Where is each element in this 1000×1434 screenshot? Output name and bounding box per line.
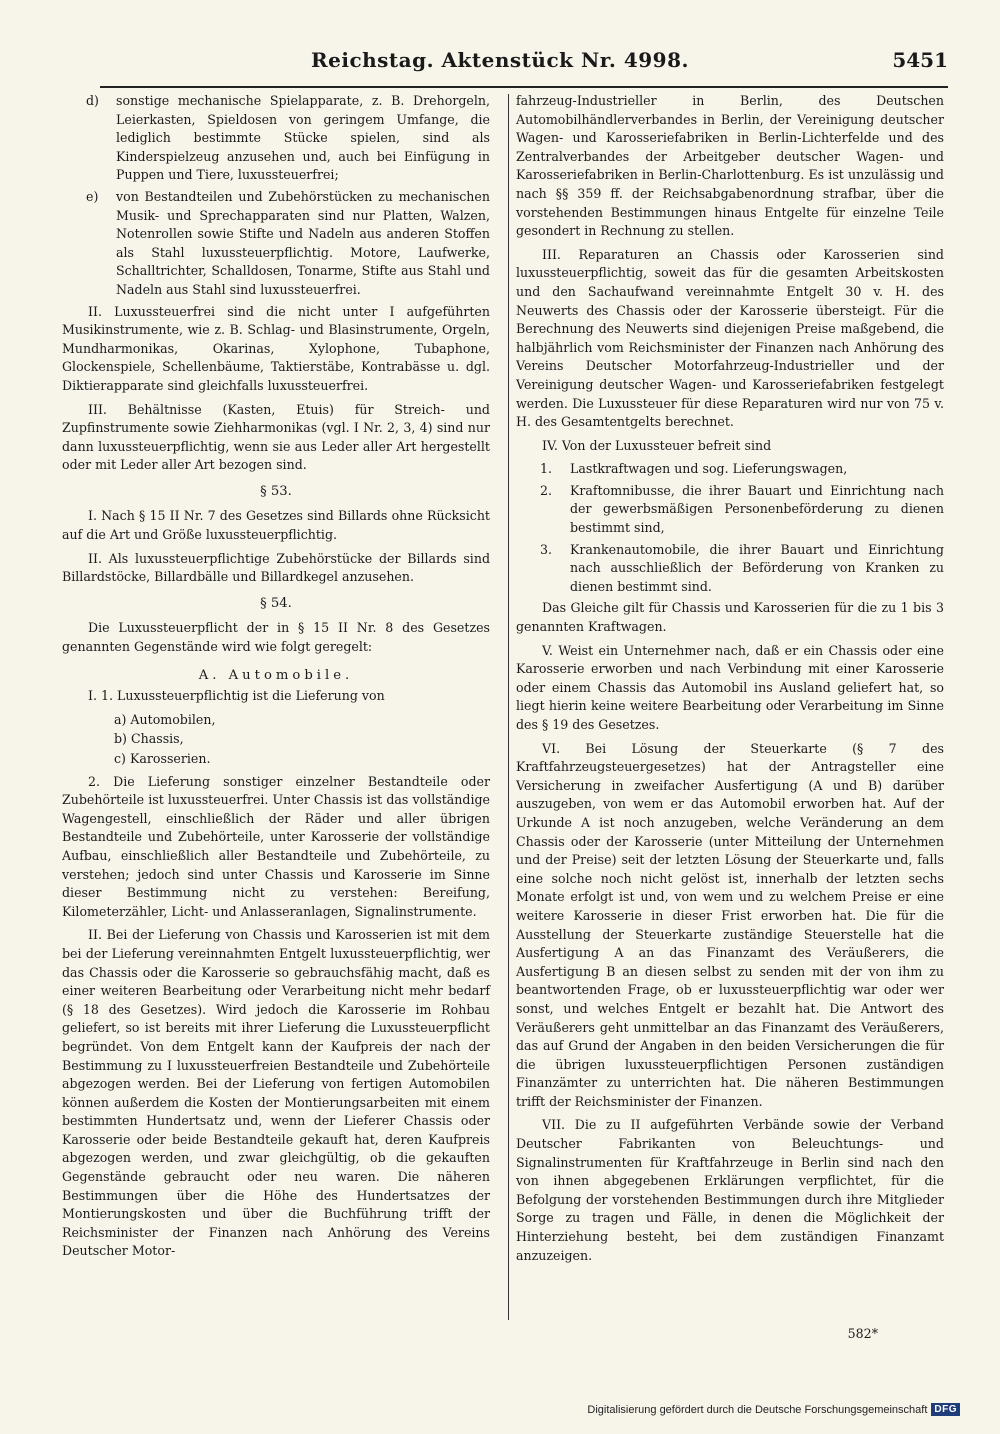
paragraph: Das Gleiche gilt für Chassis und Karosserien für die zu 1 bis 3 genannten Kraftwagen.: [516, 600, 944, 635]
paragraph: II. Als luxussteuerpflichtige Zubehörstücke der Billards sind Billardstöcke, Billardbälle und Billardkegel anzusehen.: [62, 550, 490, 585]
left-column: [62, 92, 490, 1266]
item-text: von Bestandteilen und Zubehörstücken zu mechanischen Musik- und Sprechapparaten sind nur Platten, Walzen, Notenrollen sowie Stifte und Nadeln aus anderen Stoffen als Stahl luxussteuerpflichtig. Motore, Laufwerke, Schalltrichter, Schalldosen, Tonarme, Stifte aus Stahl und Nadeln aus Stahl sind luxussteuerfrei.: [116, 188, 490, 297]
running-title: Reichstag. Aktenstück Nr. 4998.: [311, 48, 689, 72]
item-text: Lastkraftwagen und sog. Lieferungswagen,: [570, 461, 848, 477]
paragraph: I. 1. Luxussteuerpflichtig ist die Lieferung von: [88, 688, 385, 704]
item-label: 3.: [540, 541, 553, 557]
item-label: 2.: [540, 482, 553, 498]
paragraph: II. Bei der Lieferung von Chassis und Karosserien ist mit dem bei der Lieferung vereinnahmten Entgelt luxussteuerpflichtig, wer das Chassis oder die Karosserie so gebrauchsfähig macht, daß es einer weiteren Bearbeitung oder Verarbeitung nicht mehr bedarf (§ 18 des Gesetzes). Wird jedoch die Karosserie im Rohbau geliefert, so ist bereits mit ihrer Lieferung die Luxussteuerpflicht begründet. Von dem Entgelt kann der Kaufpreis der nach der Bestimmung zu I luxussteuerfreien Bestandteile und Zubehörteile abgezogen werden. Bei der Lieferung von fertigen Automobilen können außerdem die Kosten der Montierungsarbeiten mit einem bestimmten Hundertsatz und, wenn der Lieferer Chassis oder Karosserie oder beide Bestandteile gekauft hat, deren Kaufpreis abgezogen werden, und zwar gleichgültig, ob die gekauften Gegenstände gebraucht oder neu waren. Die näheren Bestimmungen über die Höhe des Hundertsatzes der Montierungskosten und über die Buchführung trifft der Reichsminister der Finanzen nach Anhörung des Vereins Deutscher Motor-: [62, 927, 490, 1259]
item-text: sonstige mechanische Spielapparate, z. B. Drehorgeln, Leierkasten, Spieldosen von geringem Umfange, die lediglich bestimmte Stücke spielen, sind als Kinderspielzeug anzusehen und, auch bei Einfügung in Puppen und Tiere, luxussteuerfrei;: [116, 93, 490, 183]
paragraph: 2. Die Lieferung sonstiger einzelner Bestandteile oder Zubehörteile ist luxussteuerfrei. Unter Chassis ist das vollständige Wagengestell, einschließlich der Räder und aller übrigen Bestandteile und Zubehörteile, unter Karosserie der vollständige Aufbau, einschließlich aller Bestandteile und Zubehörteile, zu verstehen; jedoch sind unter Chassis und Karosserie im Sinne dieser Bestimmung nicht zu verstehen: Bereifung, Kilometerzähler, Licht- und Anlasseranlagen, Signalinstrumente.: [62, 773, 490, 919]
section-heading: § 54.: [260, 595, 292, 611]
paragraph: IV. Von der Luxussteuer befreit sind: [542, 437, 772, 453]
list-item: a) Automobilen,: [114, 711, 216, 727]
item-label: e): [86, 188, 99, 204]
paragraph: I. Nach § 15 II Nr. 7 des Gesetzes sind Billards ohne Rücksicht auf die Art und Größe luxussteuerpflichtig.: [62, 508, 490, 543]
paragraph: VII. Die zu II aufgeführten Verbände sowie der Verband Deutscher Fabrikanten von Beleuchtungs- und Signalinstrumenten für Kraftfahrzeuge in Berlin sind nach den von ihnen abgegebenen Erklärungen verpflichtet, für die Befolgung der vorstehenden Bestimmungen durch ihre Mitglieder Sorge zu tragen und Fälle, in denen die Möglichkeit der Hinterziehung besteht, bei dem zuständigen Finanzamt anzuzeigen.: [516, 1117, 944, 1263]
list-item: [62, 188, 490, 300]
paragraph: III. Behältnisse (Kasten, Etuis) für Streich- und Zupfinstrumente sowie Ziehharmonikas (vgl. I Nr. 2, 3, 4) sind nur dann luxussteuerpflichtig, wenn sie aus Leder aller Art hergestellt oder mit Leder aller Art bezogen sind.: [62, 401, 490, 473]
paragraph: II. Luxussteuerfrei sind die nicht unter I aufgeführten Musikinstrumente, wie z. B. Schlag- und Blasinstrumente, Orgeln, Mundharmonikas, Okarinas, Xylophone, Tubaphone, Glockenspiele, Schellenbäume, Taktierstäbe, Kontrabässe u. dgl. Diktierapparate sind gleichfalls luxussteuerfrei.: [62, 303, 490, 393]
list-item: [516, 482, 944, 538]
dfg-logo-icon: DFG: [931, 1403, 960, 1416]
item-text: Krankenautomobile, die ihrer Bauart und Einrichtung nach ausschließlich der Beförderung von Kranken zu dienen bestimmt sind.: [570, 541, 944, 594]
section-heading: § 53.: [260, 483, 292, 499]
item-text: Kraftomnibusse, die ihrer Bauart und Einrichtung nach der gewerbsmäßigen Personenbeförderung zu dienen bestimmt sind,: [570, 482, 944, 536]
signature-mark: 582*: [847, 1326, 878, 1341]
paragraph: VI. Bei Lösung der Steuerkarte (§ 7 des Kraftfahrzeugsteuergesetzes) hat der Antragsteller eine Versicherung in zweifacher Ausfertigung (A und B) darüber auszugeben, von wem er das Automobil erworben hat. Auf der Urkunde A ist noch anzugeben, welche Veränderung an dem Chassis oder der Karosserie (unter Mitteilung der Unternehmen und der Preise) seit der letzten Lösung der Steuerkarte und, falls eine solche noch nicht gelöst ist, innerhalb der letzten sechs Monate erfolgt ist und, von wem und zu welchem Preise er eine weitere Karosserie in dieser Frist erworben hat. Die für die Ausstellung der Steuerkarte zuständige Steuerstelle hat die Ausfertigung A an das Finanzamt des Veräußerers, die Ausfertigung B an diesen selbst zu senden mit der von ihm zu beantwortenden Frage, ob er luxussteuerpflichtig war oder wer sonst, und welches Entgelt er bezahlt hat. Die Antwort des Veräußerers geht unmittelbar an das Finanzamt des Veräußerers, das auf Grund der Angaben in den beiden Versicherungen die für die übrigen luxussteuerpflichtigen Personen zuständigen Finanzämter zu unterrichten hat. Die näheren Bestimmungen trifft der Reichsminister der Finanzen.: [516, 740, 944, 1109]
page-header: [0, 0, 1000, 86]
item-label: d): [86, 93, 99, 108]
header-rule: [100, 86, 948, 88]
footer-text: Digitalisierung gefördert durch die Deutsche Forschungsgemeinschaft: [587, 1403, 928, 1416]
subsection-heading: A. Automobile.: [198, 667, 354, 683]
paragraph: Die Luxussteuerpflicht der in § 15 II Nr. 8 des Gesetzes genannten Gegenstände wird wie folgt geregelt:: [62, 620, 490, 655]
list-item: [516, 541, 944, 597]
column-divider: [508, 94, 509, 1320]
paragraph: III. Reparaturen an Chassis oder Karosserien sind luxussteuerpflichtig, soweit das für die gesamten Arbeitskosten und den Sachaufwand vereinnahmte Entgelt 30 v. H. des Neuwerts des Chassis oder der Karosserie übersteigt. Für die Berechnung des Neuwerts sind diejenigen Preise maßgebend, die halbjährlich vom Reichsminister der Finanzen nach Anhörung des Vereins Deutscher Motorfahrzeug-Industrieller und der Vereinigung deutscher Wagen- und Karosseriefabriken festgelegt werden. Die Luxussteuer für diese Reparaturen wird nur von 75 v. H. des Gesamtentgelts berechnet.: [516, 246, 944, 430]
page-number: 5451: [892, 48, 948, 72]
list-item: c) Karosserien.: [114, 751, 211, 766]
paragraph: fahrzeug-Industrieller in Berlin, des Deutschen Automobilhändlerverbandes in Berlin, der Vereinigung deutscher Wagen- und Karosseriefabriken in Berlin-Lichterfelde und des Zentralverbandes der Arbeitgeber deutscher Wagen- und Karosseriefabriken in Berlin-Charlottenburg. Es ist unzulässig und nach §§ 359 ff. der Reichsabgabenordnung strafbar, über die vorstehenden Bestimmungen hinaus Entgelte für einzelne Teile gesondert in Rechnung zu stellen.: [516, 93, 944, 239]
item-label: 1.: [540, 461, 553, 477]
paragraph: V. Weist ein Unternehmer nach, daß er ein Chassis oder eine Karosserie erworben und nach Verbindung mit einer Karosserie oder einem Chassis das Automobil ins Ausland geliefert hat, so liegt hierin keine weitere Bearbeitung oder Verarbeitung im Sinne des § 19 des Gesetzes.: [516, 642, 944, 732]
footer: [587, 1403, 960, 1416]
right-column: [516, 92, 944, 1270]
list-item: [516, 460, 944, 479]
list-item: b) Chassis,: [114, 731, 184, 747]
list-item: [62, 92, 490, 185]
